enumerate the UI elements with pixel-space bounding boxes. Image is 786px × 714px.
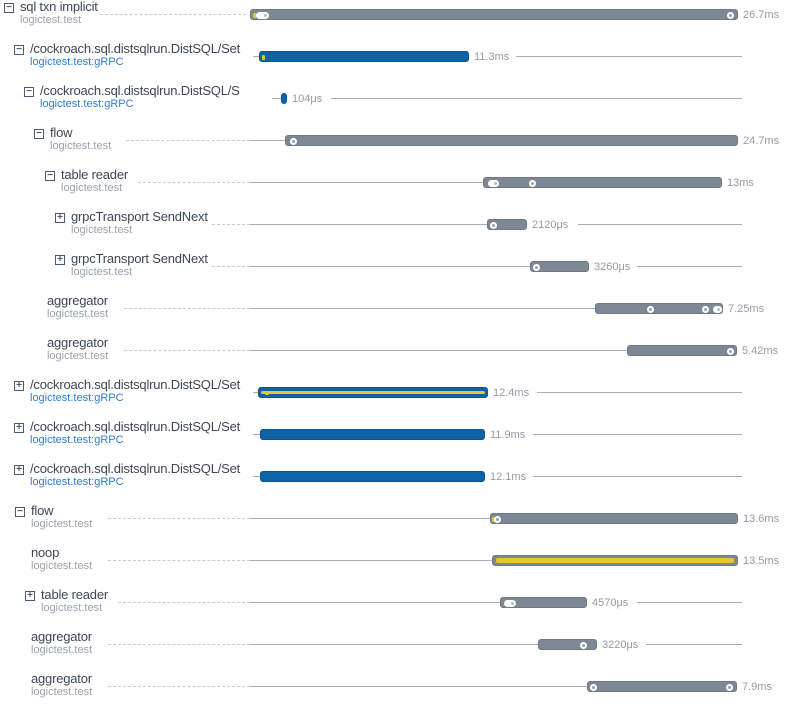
trail-line [537,392,742,393]
event-marker-icon [647,306,654,313]
span-name: table reader [61,167,128,182]
span-duration-label: 7.25ms [728,303,765,315]
span-duration-bar[interactable] [492,555,738,566]
collapse-toggle-icon[interactable]: − [24,87,34,97]
span-label [31,504,92,530]
span-label [71,252,208,278]
span-duration-label: 13.6ms [743,513,780,525]
event-marker-icon [290,138,297,145]
span-duration-bar[interactable] [500,597,587,608]
leader-dashes [108,560,250,561]
span-label [71,210,208,236]
span-duration-bar[interactable] [595,303,723,314]
span-name: aggregator [47,335,108,350]
span-duration-label: 7.9ms [742,681,772,693]
leader-dashes [212,266,250,267]
span-duration-bar[interactable] [250,9,738,20]
lead-line [250,350,627,351]
span-name: table reader [41,587,108,602]
expand-toggle-icon[interactable]: + [14,381,24,391]
span-name: grpcTransport SendNext [71,209,208,224]
span-duration-bar[interactable] [260,471,485,482]
span-name: noop [31,545,60,560]
trace-span-row [0,672,786,714]
span-label [41,588,108,614]
event-marker-icon [590,684,597,691]
span-duration-label: 13.5ms [743,555,780,567]
event-marker-pill-icon [488,180,499,187]
intra-span-stripe [496,558,734,563]
trace-span-row [0,210,786,252]
event-marker-pill-icon [256,12,269,19]
span-name: /cockroach.sql.distsqlrun.DistSQL/Set [30,461,241,476]
span-duration-label: 24.7ms [743,135,780,147]
lead-line [250,602,500,603]
span-duration-bar[interactable] [538,639,597,650]
trail-line [637,602,742,603]
trail-line [533,434,742,435]
trace-span-row [0,630,786,672]
span-duration-label: 11.3ms [474,51,510,63]
span-duration-bar[interactable] [260,429,485,440]
expand-toggle-icon[interactable]: + [55,255,65,265]
lead-line [250,308,595,309]
leader-dashes [124,308,250,309]
intra-span-stripe [261,391,485,394]
leader-dashes [108,518,250,519]
span-label [50,126,111,152]
span-duration-label: 104μs [292,93,323,105]
trace-span-row [0,294,786,336]
leader-dashes [126,140,250,141]
span-label [20,0,98,26]
span-name: aggregator [47,293,108,308]
span-service: logictest.test [31,686,93,698]
event-marker-icon [727,12,734,19]
span-service: logictest.test:gRPC [40,98,134,110]
span-label [30,420,240,446]
event-marker-icon [494,516,501,523]
span-duration-bar[interactable] [258,387,488,398]
span-label [31,630,92,656]
span-name: aggregator [31,629,92,644]
event-marker-icon [580,642,587,649]
leader-dashes [108,686,250,687]
trace-span-row [0,588,786,630]
event-marker-pill-icon [713,306,722,313]
span-label [47,294,108,320]
span-duration-label: 4570μs [592,597,629,609]
span-service: logictest.test [31,560,93,572]
span-label [30,462,240,488]
lead-line [253,476,260,477]
trail-line [637,266,742,267]
event-marker-icon [726,684,733,691]
event-marker-icon [490,222,497,229]
span-label [31,672,92,698]
span-service: logictest.test:gRPC [30,392,124,404]
leader-dashes [118,602,250,603]
span-duration-label: 12.4ms [493,387,530,399]
trail-line [646,644,742,645]
lead-line [253,434,260,435]
span-service: logictest.test [50,140,112,152]
collapse-toggle-icon[interactable]: − [34,129,44,139]
span-duration-bar[interactable] [587,681,737,692]
span-duration-label: 3220μs [602,639,639,651]
trail-line [331,98,742,99]
span-name: flow [31,503,54,518]
trace-span-row [0,252,786,294]
span-name: aggregator [31,671,92,686]
event-marker-icon [529,180,536,187]
span-label [30,378,240,404]
event-marker-icon [533,264,540,271]
trail-line [533,476,742,477]
event-marker-pill-icon [504,600,516,607]
span-duration-bar[interactable] [487,219,527,230]
leader-dashes [212,224,250,225]
trace-span-row [0,546,786,588]
expand-toggle-icon[interactable]: + [14,423,24,433]
span-duration-label: 26.7ms [743,9,780,21]
expand-toggle-icon[interactable]: + [55,213,65,223]
span-service: logictest.test [47,350,109,362]
span-duration-bar[interactable] [490,513,738,524]
trace-span-row [0,504,786,546]
trail-line [578,224,742,225]
lead-line [250,224,487,225]
leader-dashes [124,350,250,351]
span-label [40,84,240,110]
collapse-toggle-icon[interactable]: − [45,171,55,181]
trace-span-row [0,168,786,210]
span-label [61,168,128,194]
collapse-toggle-icon[interactable]: − [4,3,14,13]
span-duration-label: 11.9ms [490,429,526,441]
leader-dashes [108,644,250,645]
lead-line [250,560,492,561]
collapse-toggle-icon[interactable]: − [15,507,25,517]
lead-line [250,266,530,267]
span-label [30,42,240,68]
trace-span-row [0,42,786,84]
expand-toggle-icon[interactable]: + [14,465,24,475]
expand-toggle-icon[interactable]: + [25,591,35,601]
span-duration-label: 13ms [727,177,754,189]
leader-dashes [100,14,246,15]
span-duration-label: 3260μs [594,261,631,273]
span-service: logictest.test:gRPC [30,476,124,488]
span-service: logictest.test [71,266,133,278]
span-duration-bar[interactable] [483,177,722,188]
span-label [31,546,92,572]
span-service: logictest.test [71,224,133,236]
event-marker-icon [702,306,709,313]
span-name: /cockroach.sql.distsqlrun.DistSQL/Set [30,41,241,56]
lead-line [250,518,490,519]
event-tick-icon [265,391,269,395]
span-name: flow [50,125,73,140]
event-marker-icon [727,348,734,355]
span-name: grpcTransport SendNext [71,251,208,266]
trail-line [516,56,742,57]
span-duration-bar[interactable] [285,135,738,146]
span-duration-label: 5.42ms [742,345,779,357]
span-name: /cockroach.sql.distsqlrun.DistSQL/Set [30,377,241,392]
lead-line [250,686,587,687]
span-service: logictest.test:gRPC [30,434,124,446]
span-service: logictest.test [47,308,109,320]
span-duration-label: 12.1ms [490,471,527,483]
span-label [47,336,108,362]
trace-span-row [0,462,786,504]
lead-line [250,140,285,141]
lead-line [250,644,538,645]
span-name: /cockroach.sql.distsqlrun.DistSQL/Set [30,419,241,434]
span-service: logictest.test [31,644,93,656]
lead-line [250,182,483,183]
start-tick-icon [262,55,265,60]
span-duration-bar[interactable] [281,93,287,104]
span-service: logictest.test [41,602,103,614]
lead-line [272,98,281,99]
span-duration-bar[interactable] [627,345,737,356]
span-duration-bar[interactable] [259,51,469,62]
span-service: logictest.test [20,14,82,26]
span-service: logictest.test [31,518,93,530]
trace-span-row [0,420,786,462]
trace-span-row [0,84,786,126]
span-service: logictest.test [61,182,123,194]
span-duration-label: 2120μs [532,219,569,231]
span-name: /cockroach.sql.distsqlrun.DistSQL/S [40,83,240,98]
trace-span-row [0,0,786,42]
span-service: logictest.test:gRPC [30,56,124,68]
leader-dashes [138,182,250,183]
trace-span-row [0,336,786,378]
trace-span-row [0,378,786,420]
collapse-toggle-icon[interactable]: − [14,45,24,55]
trace-span-row [0,126,786,168]
span-name: sql txn implicit [20,0,98,14]
span-duration-bar[interactable] [530,261,589,272]
